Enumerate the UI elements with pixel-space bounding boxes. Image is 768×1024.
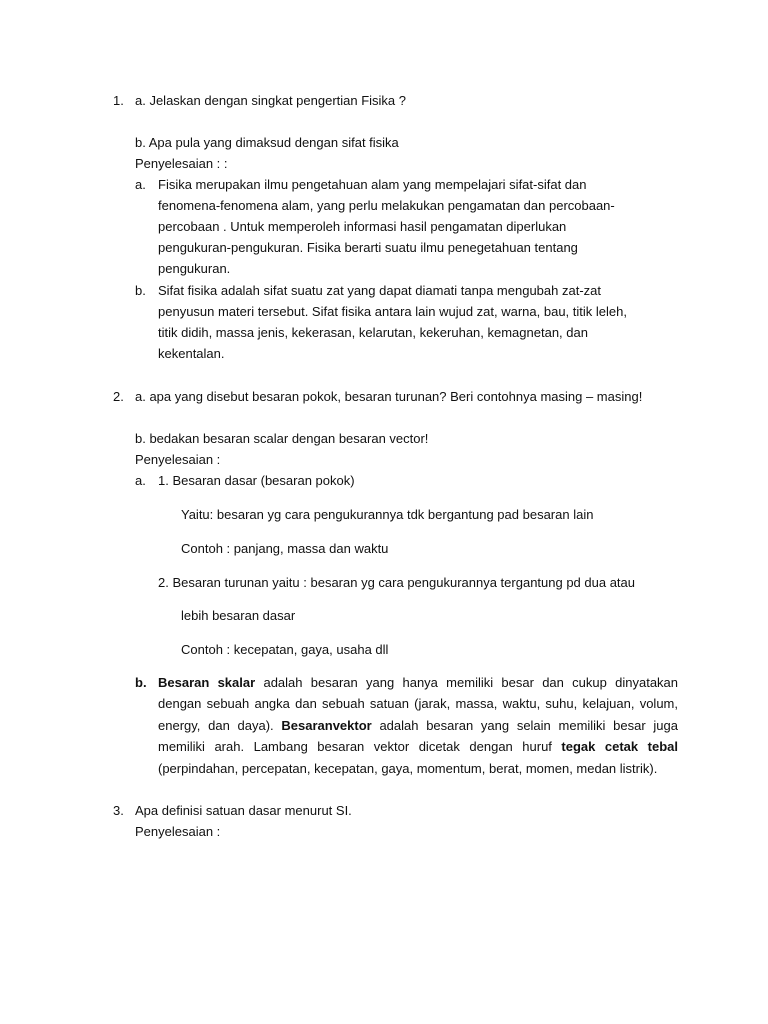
q2-item-2-continuation: lebih besaran dasar (181, 608, 296, 623)
q1-part-b: b. Apa pula yang dimaksud dengan sifat fisika (135, 135, 399, 150)
q3-solution-label: Penyelesaian : (135, 824, 221, 839)
q2-solution-label: Penyelesaian : (135, 452, 221, 467)
q1-answer-a-line: Fisika merupakan ilmu pengetahuan alam yang mempelajari sifat-sifat dan (158, 177, 587, 192)
q2-part-a: a. apa yang disebut besaran pokok, besaran turunan? Beri contohnya masing – masing! (135, 389, 643, 404)
q2-item-1-definition: Yaitu: besaran yg cara pengukurannya tdk bergantung pad besaran lain (181, 507, 594, 522)
q2-part-b: b. bedakan besaran scalar dengan besaran vector! (135, 431, 429, 446)
q1-answer-a-marker: a. (135, 177, 146, 192)
q3-question: Apa definisi satuan dasar menurut SI. (135, 803, 352, 818)
q3-number: 3. (113, 803, 124, 818)
q1-answer-b-line: penyusun materi tersebut. Sifat fisika antara lain wujud zat, warna, bau, titik leleh, (158, 304, 627, 319)
q2-answer-b-paragraph: Besaran skalar adalah besaran yang hanya memiliki besar dan cukup dinyatakan dengan sebuah angka dan sebuah satuan (jarak, massa, waktu, suhu, kelajuan, volum, energy, dan daya). Besaranvektor adalah besaran yang selain memiliki besar juga memiliki arah. Lambang besaran vektor dicetak dengan huruf tegak cetak tebal (perpindahan, percepatan, kecepatan, gaya, momentum, berat, momen, medan listrik). (158, 675, 679, 776)
q1-answer-b-marker: b. (135, 283, 146, 298)
term-besaran-skalar: Besaran skalar (158, 675, 256, 690)
q1-solution-label: Penyelesaian : : (135, 156, 228, 171)
q1-part-a: a. Jelaskan dengan singkat pengertian Fisika ? (135, 93, 407, 108)
q1-answer-b-line: titik didih, massa jenis, kekerasan, kelarutan, kekeruhan, kemagnetan, dan (158, 325, 588, 340)
q2-item-1: 1. Besaran dasar (besaran pokok) (158, 473, 355, 488)
q2-answer-a-marker: a. (135, 473, 146, 488)
q2-item-2-example: Contoh : kecepatan, gaya, usaha dll (181, 642, 389, 657)
term-besaranvektor: Besaranvektor (281, 717, 372, 733)
term-tegak-cetak-tebal: tegak cetak tebal (561, 739, 678, 755)
q2-item-1-example: Contoh : panjang, massa dan waktu (181, 541, 389, 556)
q1-number: 1. (113, 93, 124, 108)
q1-answer-a-line: fenomena-fenomena alam, yang perlu melakukan pengamatan dan percobaan- (158, 198, 615, 213)
q1-answer-b-line: Sifat fisika adalah sifat suatu zat yang dapat diamati tanpa mengubah zat-zat (158, 283, 601, 298)
q2-number: 2. (113, 389, 124, 404)
q2-item-2: 2. Besaran turunan yaitu : besaran yg cara pengukurannya tergantung pd dua atau (158, 575, 636, 590)
q1-answer-a-line: pengukuran. (158, 261, 231, 276)
q2-answer-b-marker: b. (135, 675, 147, 690)
q1-answer-a-line: percobaan . Untuk memperoleh informasi hasil pengamatan diperlukan (158, 219, 567, 234)
q1-answer-a-line: pengukuran-pengukuran. Fisika berarti suatu ilmu penegetahuan tentang (158, 240, 578, 255)
q1-answer-b-line: kekentalan. (158, 346, 225, 361)
